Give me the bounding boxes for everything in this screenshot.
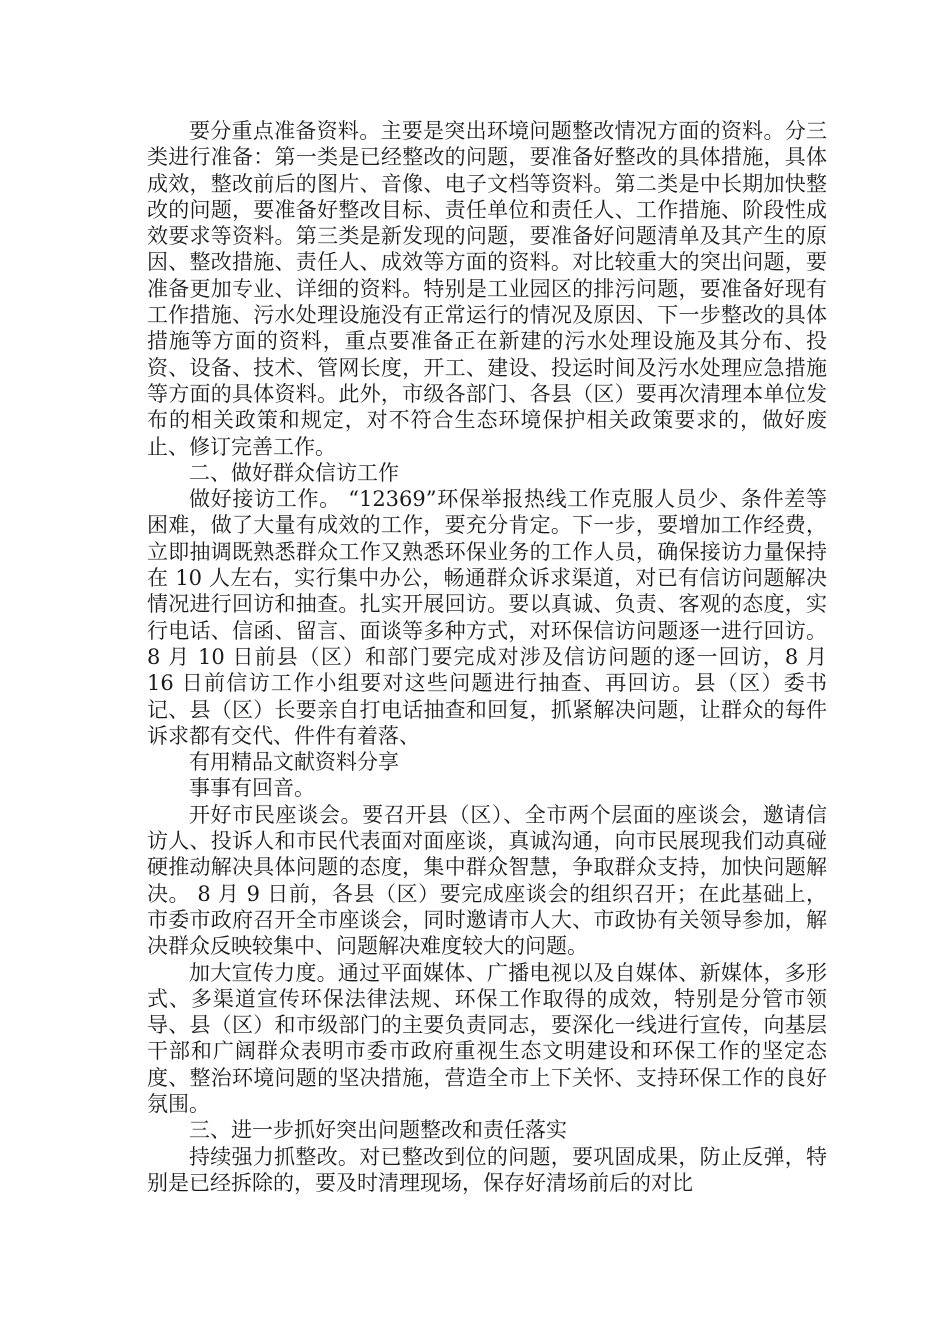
paragraph-citizen-forum: 开好市民座谈会。要召开县（区）、全市两个层面的座谈会，邀请信访人、投诉人和市民代表面对面座谈，真诚沟通，向市民展现我们动真碰硬推动解决具体问题的态度，集中群众智慧，争取群众支持，加快问题解决。 8 月 9 日前，各县（区）要完成座谈会的组织召开；在此基础上，市委市政府召开全市座谈会，同时邀请市人大、市政协有关领导参加，解决群众反映较集中、问题解决难度较大的问题。 (147, 802, 827, 959)
document-page (147, 118, 827, 1196)
watermark-note: 有用精品文献资料分享 (189, 750, 399, 775)
paragraph-prepare-materials: 要分重点准备资料。主要是突出环境问题整改情况方面的资料。分三类进行准备：第一类是已经整改的问题，要准备好整改的具体措施，具体成效，整改前后的图片、音像、电子文档等资料。第二类是中长期加快整改的问题，要准备好整改目标、责任单位和责任人、工作措施、阶段性成效要求等资料。第三类是新发现的问题，要准备好问题清单及其产生的原因、整改措施、责任人、成效等方面的资料。对比较重大的突出问题，要准备更加专业、详细的资料。特别是工业园区的排污问题，要准备好现有工作措施、污水处理设施没有正常运行的情况及原因、下一步整改的具体措施等方面的资料，重点要准备正在新建的污水处理设施及其分布、投资、设备、技术、管网长度，开工、建设、投运时间及污水处理应急措施等方面的具体资料。此外，市级各部门、各县（区）要再次清理本单位发布的相关政策和规定，对不符合生态环境保护相关政策要求的，做好废止、修订完善工作。 (147, 119, 827, 459)
paragraph-receive-visits: 做好接访工作。 “12369”环保举报热线工作克服人员少、条件差等困难，做了大量有成效的工作，要充分肯定。下一步，要增加工作经费，立即抽调既熟悉群众工作又熟悉环保业务的工作人员，确保接访力量保持在 10 人左右，实行集中办公，畅通群众诉求渠道，对已有信访问题解决情况进行回访和抽查。扎实开展回访。要以真诚、负责、客观的态度，实行电话、信函、留言、面谈等多种方式，对环保信访问题逐一进行回访。 8 月 10 日前县（区）和部门要完成对涉及信访问题的逐一回访，8 月 16 日前信访工作小组要对这些问题进行抽查、再回访。县（区）委书记、县（区）长要亲自打电话抽查和回复，抓紧解决问题，让群众的每件诉求都有交代、件件有着落、 (147, 487, 827, 748)
paragraph-continue-rectification: 持续强力抓整改。对已整改到位的问题，要巩固成果，防止反弹，特别是已经拆除的，要及时清理现场，保存好清场前后的对比 (147, 1144, 827, 1195)
section-heading-petitions: 二、做好群众信访工作 (189, 460, 399, 485)
paragraph-publicity: 加大宣传力度。通过平面媒体、广播电视以及自媒体、新媒体，多形式、多渠道宣传环保法律法规、环保工作取得的成效，特别是分管市领导、县（区）和市级部门的主要负责同志，要深化一线进行宣传，向基层干部和广阔群众表明市委市政府重视生态文明建设和环保工作的坚定态度、整治环境问题的坚决措施，营造全市上下关怀、支持环保工作的良好氛围。 (147, 960, 827, 1116)
section-heading-rectification: 三、进一步抓好突出问题整改和责任落实 (189, 1118, 567, 1143)
paragraph-continuation: 事事有回音。 (189, 776, 315, 801)
